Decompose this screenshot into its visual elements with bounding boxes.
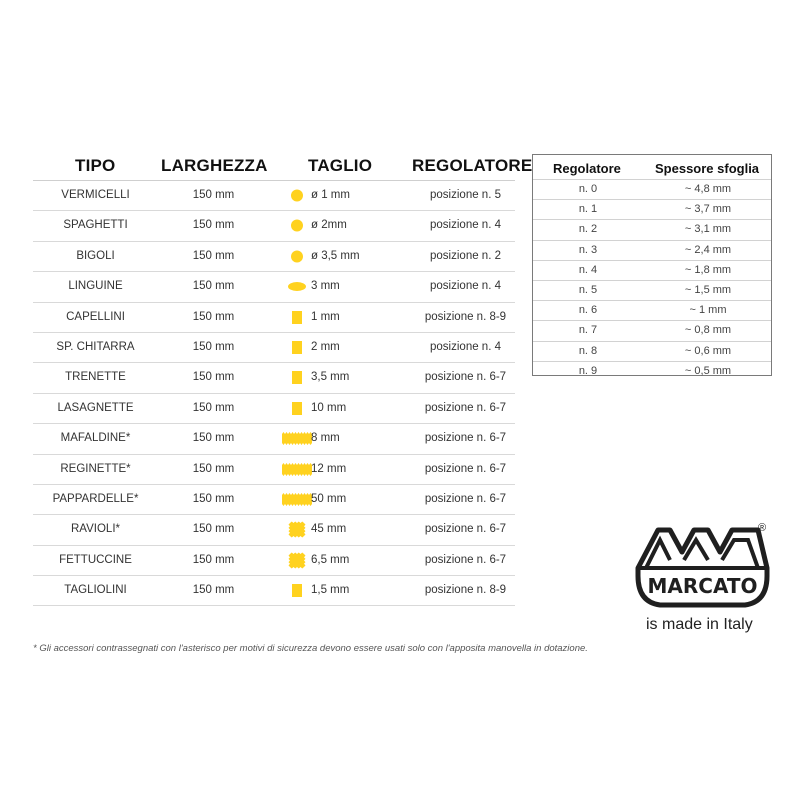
thickness-row <box>533 240 771 260</box>
thickness-row <box>533 260 771 280</box>
cell-taglio: 1,5 mm <box>311 584 350 597</box>
cell-regolatore-n: n. 2 <box>578 223 598 236</box>
table-row <box>33 211 515 241</box>
cell-tipo: MAFALDINE* <box>60 432 131 445</box>
table-row <box>33 242 515 272</box>
table-row <box>33 424 515 454</box>
cell-tipo: PAPPARDELLE* <box>52 492 139 505</box>
cell-tipo: TRENETTE <box>65 371 126 384</box>
table-row <box>33 394 515 424</box>
cell-spessore: ~ 1,5 mm <box>684 283 732 296</box>
thickness-row <box>533 179 771 199</box>
cell-taglio: 10 mm <box>311 401 347 414</box>
cell-larghezza: 150 mm <box>192 401 235 414</box>
cell-larghezza: 150 mm <box>192 371 235 384</box>
thickness-row <box>533 199 771 219</box>
pasta-shape-wavy-square-icon <box>280 515 314 544</box>
pasta-shape-circle-icon <box>280 181 314 210</box>
pasta-table-header <box>33 150 533 181</box>
pasta-table-body <box>33 181 515 606</box>
cell-larghezza: 150 mm <box>192 523 235 536</box>
cell-taglio: 50 mm <box>311 492 347 505</box>
pasta-shape-wavy-wide-icon <box>280 485 314 514</box>
cell-spessore: ~ 0,6 mm <box>684 344 732 357</box>
cell-tipo: CAPELLINI <box>66 310 125 323</box>
cell-taglio: 1 mm <box>311 310 340 323</box>
cell-larghezza: 150 mm <box>192 492 235 505</box>
cell-regolatore-n: n. 5 <box>578 283 598 296</box>
cell-tipo: SPAGHETTI <box>63 219 128 232</box>
cell-regolatore: posizione n. 6-7 <box>424 371 507 384</box>
cell-spessore: ~ 3,1 mm <box>684 223 732 236</box>
thickness-row <box>533 361 771 381</box>
thickness-row <box>533 219 771 239</box>
cell-spessore: ~ 0,8 mm <box>684 324 732 337</box>
table-row <box>33 515 515 545</box>
cell-regolatore-n: n. 6 <box>578 304 598 317</box>
cell-tipo: BIGOLI <box>76 249 115 262</box>
cell-tipo: TAGLIOLINI <box>64 584 127 597</box>
header-regolatore: REGOLATORE <box>412 156 533 175</box>
header-regolatore-small: Regolatore <box>553 161 621 176</box>
table-row <box>33 455 515 485</box>
cell-regolatore: posizione n. 8-9 <box>424 584 507 597</box>
header-spessore: Spessore sfoglia <box>655 161 760 176</box>
cell-spessore: ~ 4,8 mm <box>684 183 732 195</box>
cell-regolatore: posizione n. 2 <box>430 249 501 262</box>
pasta-shape-square-icon <box>280 303 314 332</box>
cell-tipo: RAVIOLI* <box>71 523 120 536</box>
thickness-table-header <box>533 155 771 179</box>
logo-brand-text: MARCATO <box>647 574 758 598</box>
cell-regolatore-n: n. 4 <box>578 263 598 276</box>
cell-regolatore: posizione n. 4 <box>430 340 501 353</box>
cell-tipo: REGINETTE* <box>60 462 131 475</box>
thickness-row <box>533 320 771 340</box>
pasta-shape-square-icon <box>280 363 314 392</box>
cell-regolatore: posizione n. 6-7 <box>424 401 507 414</box>
cell-regolatore: posizione n. 6-7 <box>424 523 507 536</box>
cell-larghezza: 150 mm <box>192 219 235 232</box>
cell-spessore: ~ 2,4 mm <box>684 243 732 256</box>
registered-mark: ® <box>758 522 767 534</box>
thickness-row <box>533 341 771 361</box>
cell-larghezza: 150 mm <box>192 310 235 323</box>
table-row <box>33 181 515 211</box>
cell-taglio: 12 mm <box>311 462 347 475</box>
header-tipo: TIPO <box>75 156 116 175</box>
cell-regolatore: posizione n. 8-9 <box>424 310 507 323</box>
thickness-table-body <box>533 179 771 381</box>
table-row <box>33 546 515 576</box>
cell-larghezza: 150 mm <box>192 280 235 293</box>
cell-regolatore: posizione n. 4 <box>430 219 501 232</box>
cell-regolatore: posizione n. 5 <box>430 189 501 201</box>
table-row <box>33 576 515 606</box>
cell-taglio: ø 3,5 mm <box>311 249 360 262</box>
cell-taglio: 8 mm <box>311 432 340 445</box>
cell-tipo: LASAGNETTE <box>57 401 134 414</box>
thickness-row <box>533 300 771 320</box>
pasta-shape-wavy-wide-icon <box>280 455 314 484</box>
cell-spessore: ~ 1,8 mm <box>684 263 732 276</box>
cell-larghezza: 150 mm <box>192 553 235 566</box>
cell-spessore: ~ 1 mm <box>689 304 727 317</box>
cell-regolatore: posizione n. 6-7 <box>424 553 507 566</box>
cell-larghezza: 150 mm <box>192 432 235 445</box>
table-row <box>33 485 515 515</box>
cell-larghezza: 150 mm <box>192 584 235 597</box>
thickness-table <box>532 154 772 376</box>
cell-taglio: ø 1 mm <box>311 189 350 201</box>
cell-taglio: 3 mm <box>311 280 340 293</box>
pasta-shape-square-icon <box>280 576 314 605</box>
cell-spessore: ~ 0,5 mm <box>684 364 732 377</box>
header-taglio: TAGLIO <box>308 156 373 175</box>
table-row <box>33 303 515 333</box>
cell-larghezza: 150 mm <box>192 249 235 262</box>
cell-regolatore: posizione n. 6-7 <box>424 462 507 475</box>
pasta-shape-square-icon <box>280 333 314 362</box>
pasta-shape-circle-icon <box>280 211 314 240</box>
cell-regolatore: posizione n. 6-7 <box>424 492 507 505</box>
footnote: * Gli accessori contrassegnati con l'asterisco per motivi di sicurezza devono essere usati solo con l'apposita manovella in dotazione. <box>33 643 588 654</box>
cell-regolatore: posizione n. 4 <box>430 280 501 293</box>
cell-regolatore-n: n. 8 <box>578 344 598 357</box>
cell-larghezza: 150 mm <box>192 189 235 201</box>
cell-larghezza: 150 mm <box>192 340 235 353</box>
cell-regolatore: posizione n. 6-7 <box>424 432 507 445</box>
cell-taglio: 6,5 mm <box>311 553 350 566</box>
pasta-shape-wavy-square-icon <box>280 546 314 575</box>
cell-regolatore-n: n. 0 <box>578 183 598 195</box>
cell-tipo: FETTUCCINE <box>59 553 132 566</box>
pasta-shape-ellipse-icon <box>280 272 314 301</box>
marcato-logo-mark <box>630 520 775 616</box>
table-row <box>33 363 515 393</box>
table-row <box>33 333 515 363</box>
cell-larghezza: 150 mm <box>192 462 235 475</box>
pasta-shape-wavy-wide-icon <box>280 424 314 453</box>
pasta-shape-square-icon <box>280 394 314 423</box>
pasta-shape-circle-icon <box>280 242 314 271</box>
cell-taglio: 2 mm <box>311 340 340 353</box>
thickness-row <box>533 280 771 300</box>
pasta-cuts-table <box>33 150 533 606</box>
table-row <box>33 272 515 302</box>
cell-regolatore-n: n. 1 <box>578 203 598 216</box>
cell-spessore: ~ 3,7 mm <box>684 203 732 216</box>
cell-tipo: SP. CHITARRA <box>56 340 135 353</box>
cell-regolatore-n: n. 7 <box>578 324 598 337</box>
cell-regolatore-n: n. 3 <box>578 243 598 256</box>
cell-taglio: 45 mm <box>311 523 347 536</box>
cell-tipo: VERMICELLI <box>61 189 130 201</box>
cell-tipo: LINGUINE <box>68 280 123 293</box>
cell-taglio: ø 2mm <box>311 219 347 232</box>
cell-regolatore-n: n. 9 <box>578 364 598 377</box>
logo-tagline: is made in Italy <box>646 616 753 633</box>
header-larghezza: LARGHEZZA <box>161 156 268 175</box>
cell-taglio: 3,5 mm <box>311 371 350 384</box>
